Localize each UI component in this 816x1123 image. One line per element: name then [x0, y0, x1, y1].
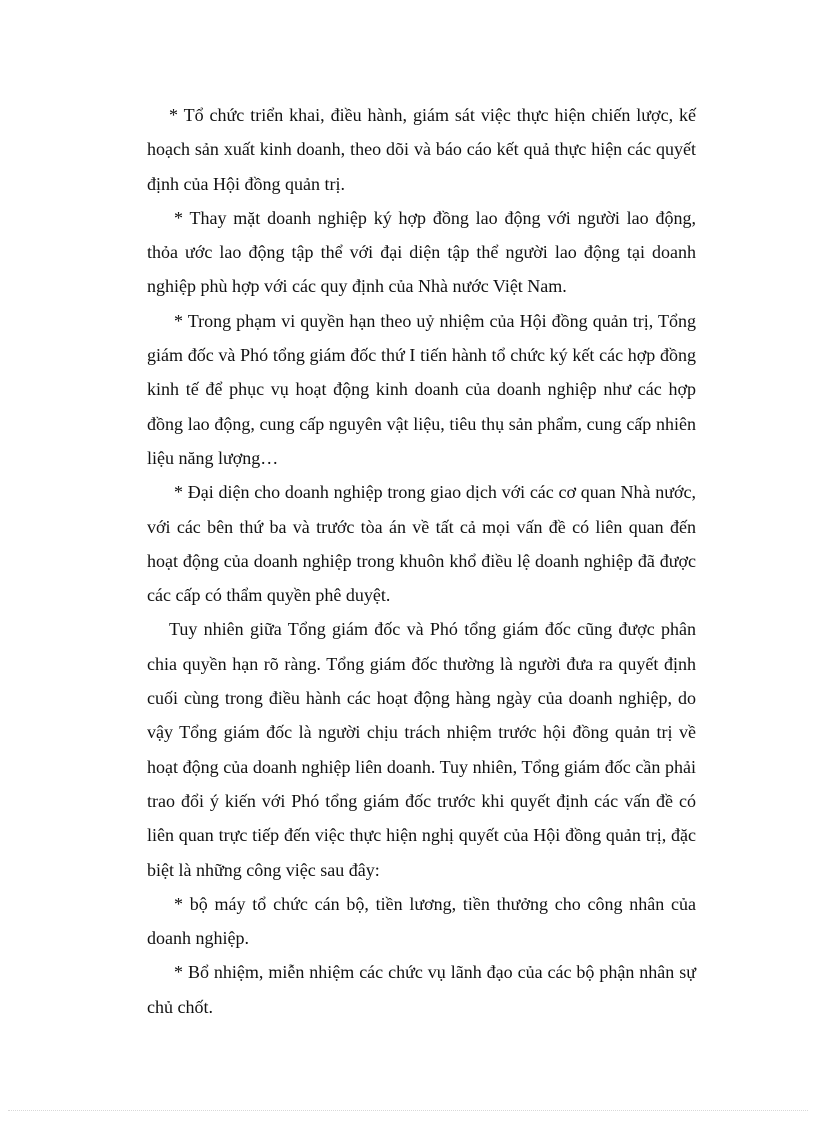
paragraph-4: * Đại diện cho doanh nghiệp trong giao dịch với các cơ quan Nhà nước, với các bên thứ ba và trước tòa án về tất cả mọi vấn đề có liên quan đến hoạt động của doanh nghiệp trong khuôn khổ điều lệ doanh nghiệp đã được các cấp có thẩm quyền phê duyệt.: [147, 482, 696, 606]
paragraph-6: * bộ máy tổ chức cán bộ, tiền lương, tiền thưởng cho công nhân của doanh nghiệp.: [147, 893, 696, 949]
paragraph-3: * Trong phạm vi quyền hạn theo uỷ nhiệm của Hội đồng quản trị, Tổng giám đốc và Phó tổng giám đốc thứ I tiến hành tổ chức ký kết các hợp đồng kinh tế để phục vụ hoạt động kinh doanh của doanh nghiệp như các hợp đồng lao động, cung cấp nguyên vật liệu, tiêu thụ sản phẩm, cung cấp nhiên liệu năng lượng…: [147, 310, 696, 468]
paragraph-7: * Bổ nhiệm, miễn nhiệm các chức vụ lãnh đạo của các bộ phận nhân sự chủ chốt.: [147, 962, 696, 1017]
paragraph-2: * Thay mặt doanh nghiệp ký hợp đồng lao động với người lao động, thỏa ước lao động tập thể với đại diện tập thể người lao động tại doanh nghiệp phù hợp với các quy định của Nhà nước Việt Nam.: [147, 207, 696, 297]
page-bottom-border: [8, 1110, 808, 1111]
document-body: [147, 98, 696, 1024]
paragraph-1: * Tổ chức triển khai, điều hành, giám sát việc thực hiện chiến lược, kế hoạch sản xuất kinh doanh, theo dõi và báo cáo kết quả thực hiện các quyết định của Hội đồng quản trị.: [147, 105, 696, 194]
paragraph-5: Tuy nhiên giữa Tổng giám đốc và Phó tổng giám đốc cũng được phân chia quyền hạn rõ ràng. Tổng giám đốc thường là người đưa ra quyết định cuối cùng trong điều hành các hoạt động hàng ngày của doanh nghiệp, do vậy Tổng giám đốc là người chịu trách nhiệm trước hội đồng quản trị về hoạt động của doanh nghiệp liên doanh. Tuy nhiên, Tổng giám đốc cần phải trao đổi ý kiến với Phó tổng giám đốc trước khi quyết định các vấn đề có liên quan trực tiếp đến việc thực hiện nghị quyết của Hội đồng quản trị, đặc biệt là những công việc sau đây:: [147, 619, 696, 880]
